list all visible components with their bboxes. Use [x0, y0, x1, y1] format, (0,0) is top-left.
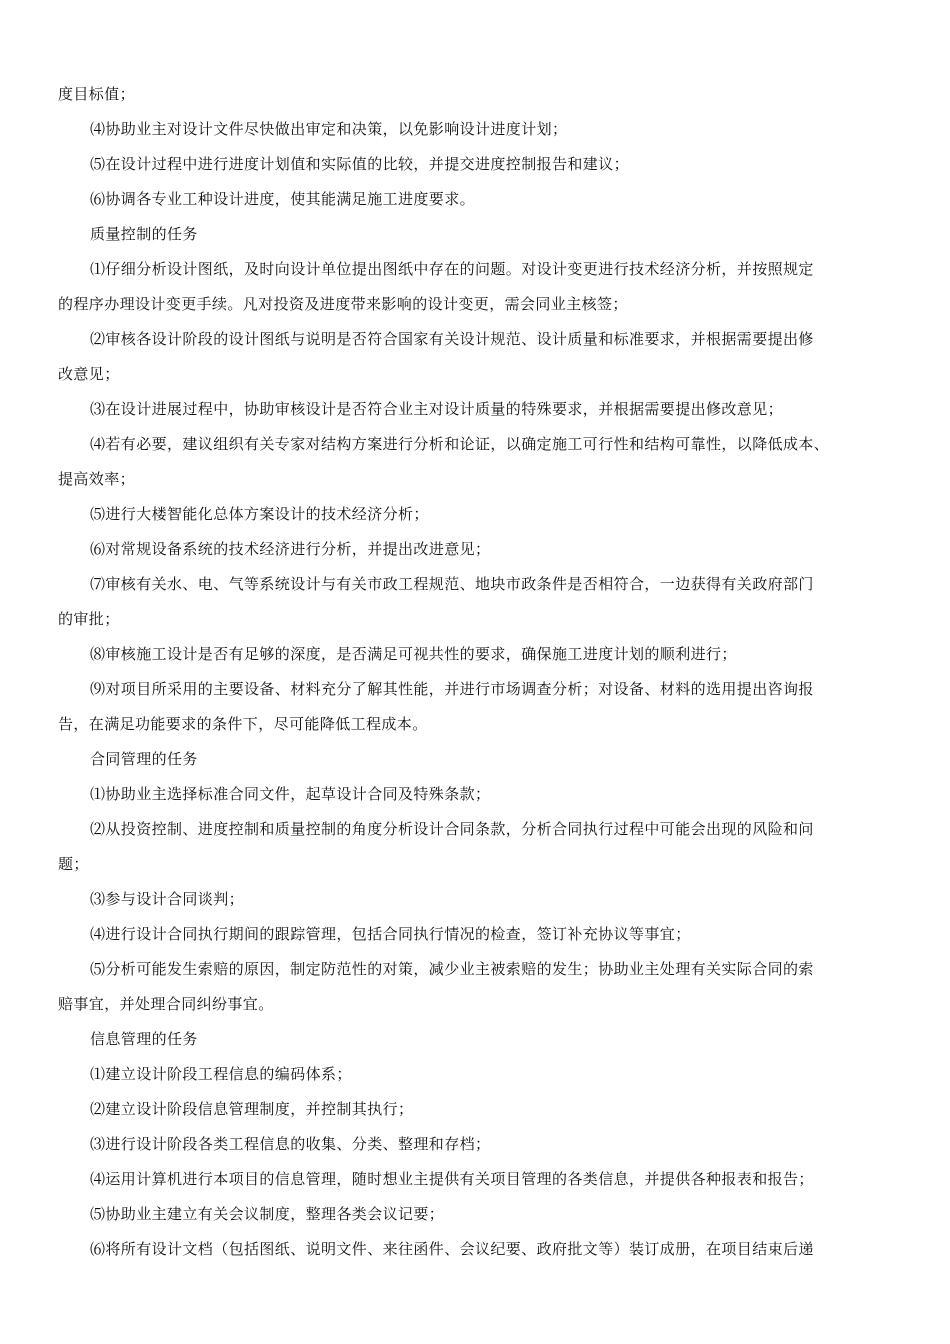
list-item: ⑸分析可能发生索赔的原因，制定防范性的对策，减少业主被索赔的发生；协助业主处理有关实际合同的索 — [90, 960, 814, 978]
list-item: ⑵审核各设计阶段的设计图纸与说明是否符合国家有关设计规范、设计质量和标准要求，并根据需要提出修 — [90, 330, 814, 348]
text-line: 赔事宜，并处理合同纠纷事宜。 — [58, 995, 274, 1013]
text-line: 改意见； — [58, 365, 120, 383]
text-line: 告，在满足功能要求的条件下，尽可能降低工程成本。 — [58, 715, 428, 733]
list-item: ⑹将所有设计文档（包括图纸、说明文件、来往函件、会议纪要、政府批文等）装订成册，在项目结束后递 — [90, 1240, 814, 1258]
section-heading: 合同管理的任务 — [90, 750, 198, 768]
list-item: ⑷进行设计合同执行期间的跟踪管理，包括合同执行情况的检查，签订补充协议等事宜； — [90, 925, 691, 943]
text-line: 的程序办理设计变更手续。凡对投资及进度带来影响的设计变更，需会同业主核签； — [58, 295, 628, 313]
section-heading: 信息管理的任务 — [90, 1030, 198, 1048]
list-item: ⑸协助业主建立有关会议制度，整理各类会议记要； — [90, 1205, 445, 1223]
list-item: ⑶参与设计合同谈判； — [90, 890, 245, 908]
list-item: ⑻审核施工设计是否有足够的深度，是否满足可视共性的要求，确保施工进度计划的顺利进行； — [90, 645, 737, 663]
list-item: ⑴协助业主选择标准合同文件，起草设计合同及特殊条款； — [90, 785, 491, 803]
list-item: ⑷运用计算机进行本项目的信息管理，随时想业主提供有关项目管理的各类信息，并提供各种报表和报告； — [90, 1170, 814, 1188]
text-line: 度目标值； — [58, 85, 136, 103]
list-item: ⑷若有必要，建议组织有关专家对结构方案进行分析和论证，以确定施工可行性和结构可靠性，以降低成本、 — [90, 435, 830, 453]
list-item: ⑴建立设计阶段工程信息的编码体系； — [90, 1065, 352, 1083]
list-item: ⑵从投资控制、进度控制和质量控制的角度分析设计合同条款，分析合同执行过程中可能会出现的风险和问 — [90, 820, 814, 838]
list-item: ⑴仔细分析设计图纸，及时向设计单位提出图纸中存在的问题。对设计变更进行技术经济分析，并按照规定 — [90, 260, 814, 278]
list-item: ⑶在设计进展过程中，协助审核设计是否符合业主对设计质量的特殊要求，并根据需要提出修改意见； — [90, 400, 784, 418]
list-item: ⑺审核有关水、电、气等系统设计与有关市政工程规范、地块市政条件是否相符合，一边获得有关政府部门 — [90, 575, 814, 593]
text-line: 题； — [58, 855, 89, 873]
list-item: ⑹对常规设备系统的技术经济进行分析，并提出改进意见； — [90, 540, 491, 558]
section-heading: 质量控制的任务 — [90, 225, 198, 243]
list-item: ⑼对项目所采用的主要设备、材料充分了解其性能，并进行市场调查分析；对设备、材料的选用提出咨询报 — [90, 680, 814, 698]
list-item: ⑸进行大楼智能化总体方案设计的技术经济分析； — [90, 505, 429, 523]
list-item: ⑹协调各专业工种设计进度，使其能满足施工进度要求。 — [90, 190, 476, 208]
list-item: ⑷协助业主对设计文件尽快做出审定和决策，以免影响设计进度计划； — [90, 120, 568, 138]
list-item: ⑵建立设计阶段信息管理制度，并控制其执行； — [90, 1100, 414, 1118]
list-item: ⑶进行设计阶段各类工程信息的收集、分类、整理和存档； — [90, 1135, 491, 1153]
text-line: 的审批； — [58, 610, 120, 628]
list-item: ⑸在设计过程中进行进度计划值和实际值的比较，并提交进度控制报告和建议； — [90, 155, 630, 173]
text-line: 提高效率； — [58, 470, 136, 488]
